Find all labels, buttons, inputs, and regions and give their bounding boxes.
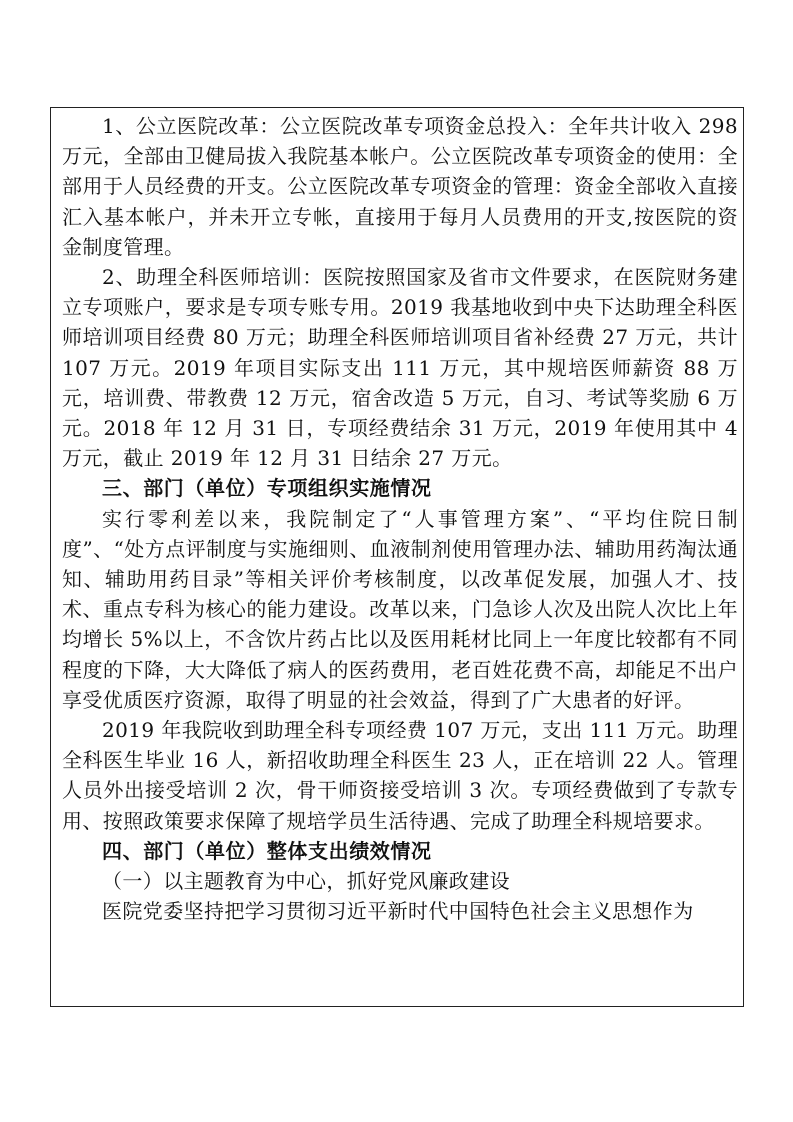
paragraph-assistant-gp-training: 2、助理全科医师培训：医院按照国家及省市文件要求，在医院财务建立专项账户，要求是专项专账专用。2019 我基地收到中央下达助理全科医师培训项目经费 80 万元；助理全科医师培训项目省补经费 27 万元，共计 107 万元。2019 年项目实际支出 111 万元，其中规培医师薪资 88 万元，培训费、带教费 12 万元，宿舍改造 5 万元，自习、考试等奖励 6 万元。2018 年 12 月 31 日，专项经费结余 31 万元，2019 年使用其中 4 万元，截止 2019 年 12 月 31 日结余 27 万元。 — [62, 265, 738, 471]
document-body — [62, 111, 738, 926]
section-heading-4: 四、部门（单位）整体支出绩效情况 — [102, 838, 432, 863]
paragraph-2019-special-funds: 2019 年我院收到助理全科专项经费 107 万元，支出 111 万元。助理全科医生毕业 16 人，新招收助理全科医生 23 人，正在培训 22 人。管理人员外出接受培训 2 次，骨干师资接受培训 3 次。专项经费做到了专款专用、按照政策要求保障了规培学员生活待遇、完成了助理全科规培要求。 — [62, 718, 738, 833]
section-heading-3: 三、部门（单位）专项组织实施情况 — [102, 476, 432, 501]
subsection-heading-1: （一）以主题教育为中心，抓好党风廉政建设 — [102, 869, 510, 894]
paragraph-zero-markup-reform: 实行零利差以来，我院制定了“人事管理方案”、“平均住院日制度”、“处方点评制度与实施细则、血液制剂使用管理办法、辅助用药淘汰通知、辅助用药目录”等相关评价考核制度，以改革促发展，加强人才、技术、重点专科为核心的能力建设。改革以来，门急诊人次及出院人次比上年均增长 5%以上，不含饮片药占比以及医用耗材比同上一年度比较都有不同程度的下降，大大降低了病人的医药费用，老百姓花费不高，却能足不出户享受优质医疗资源，取得了明显的社会效益，得到了广大患者的好评。 — [62, 506, 738, 712]
paragraph-public-hospital-reform: 1、公立医院改革：公立医院改革专项资金总投入：全年共计收入 298 万元，全部由卫健局拔入我院基本帐户。公立医院改革专项资金的使用：全部用于人员经费的开支。公立医院改革专项资金的管理：资金全部收入直接汇入基本帐户，并未开立专帐，直接用于每月人员费用的开支,按医院的资金制度管理。 — [62, 114, 738, 259]
paragraph-party-committee: 医院党委坚持把学习贯彻习近平新时代中国特色社会主义思想作为 — [102, 899, 694, 924]
